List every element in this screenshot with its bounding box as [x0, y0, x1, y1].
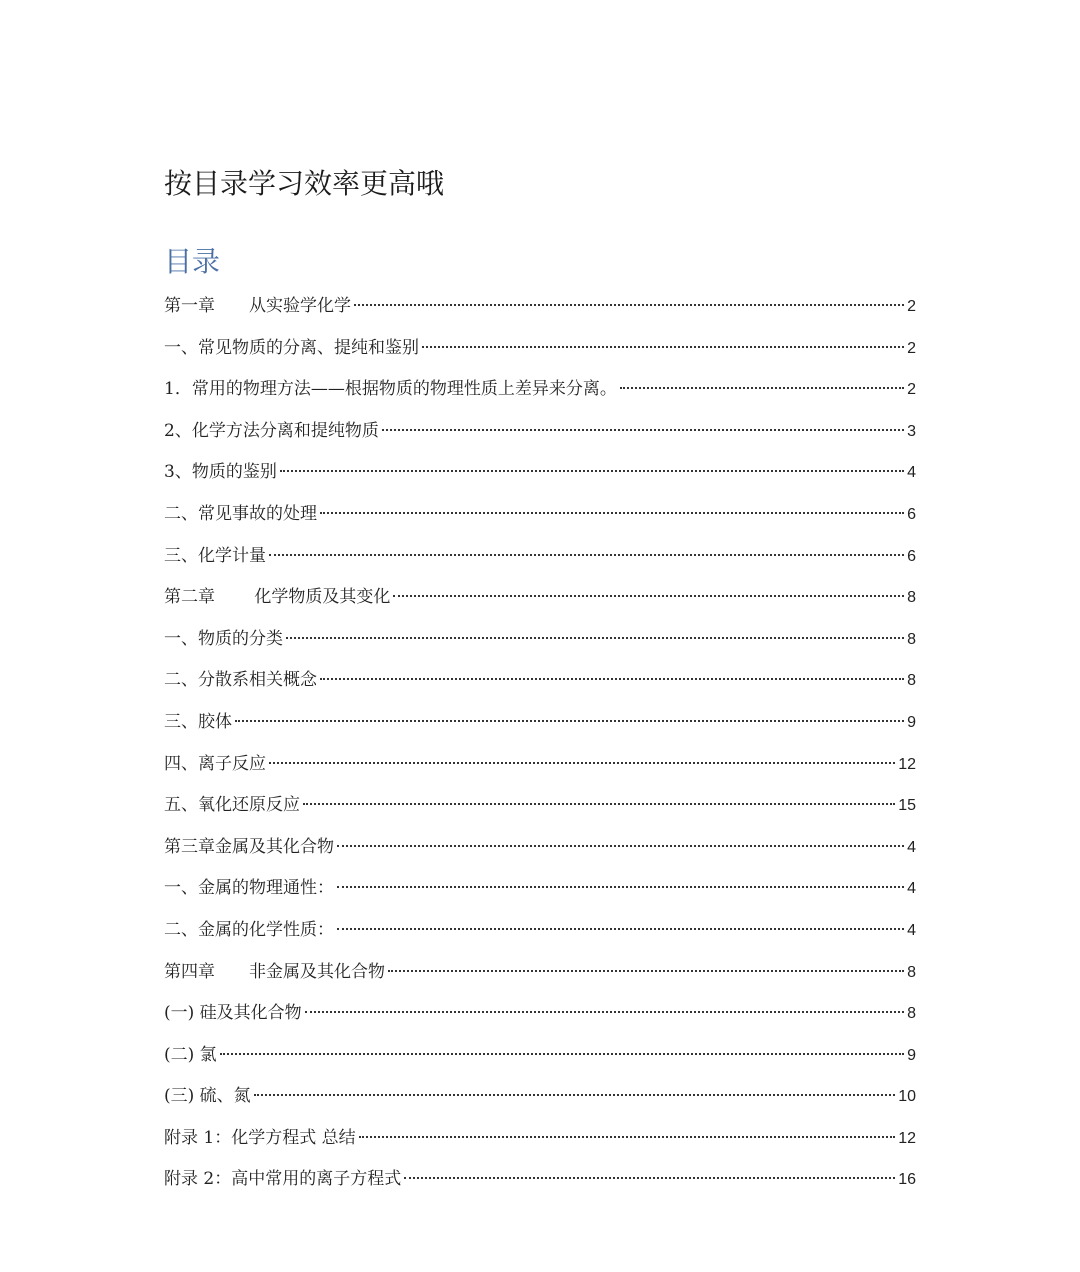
toc-dot-leader — [382, 429, 904, 431]
toc-page-number: 8 — [907, 963, 916, 981]
toc-page-number: 9 — [907, 1046, 916, 1064]
document-page — [164, 0, 916, 1272]
toc-entry-text: 第四章 非金属及其化合物 — [164, 961, 385, 982]
toc-page-number: 9 — [907, 713, 916, 731]
toc-page-number: 2 — [907, 339, 916, 357]
toc-entry-text: (一) 硅及其化合物 — [164, 1003, 302, 1024]
toc-page-number: 8 — [907, 589, 916, 607]
toc-page-number: 6 — [907, 505, 916, 523]
toc-entry[interactable] — [164, 1076, 916, 1118]
toc-dot-leader — [286, 637, 904, 639]
toc-dot-leader — [337, 928, 904, 930]
toc-entry-text: 附录 2：高中常用的离子方程式 — [164, 1169, 402, 1190]
toc-entry[interactable] — [164, 411, 916, 453]
toc-dot-leader — [359, 1136, 896, 1138]
toc-dot-leader — [620, 387, 904, 389]
toc-dot-leader — [269, 554, 904, 556]
toc-entry-text: 三、胶体 — [164, 711, 232, 732]
toc-page-number: 4 — [907, 880, 916, 898]
toc-entry[interactable] — [164, 369, 916, 411]
toc-page-number: 15 — [898, 797, 916, 815]
toc-entry[interactable] — [164, 827, 916, 869]
toc-page-number: 16 — [898, 1171, 916, 1189]
toc-dot-leader — [220, 1053, 904, 1055]
toc-dot-leader — [320, 678, 904, 680]
toc-dot-leader — [320, 512, 904, 514]
toc-entry-text: 2、化学方法分离和提纯物质 — [164, 420, 379, 441]
toc-entry-text: 二、金属的化学性质： — [164, 919, 334, 940]
toc-entry[interactable] — [164, 1118, 916, 1160]
toc-page-number: 6 — [907, 547, 916, 565]
toc-dot-leader — [422, 346, 904, 348]
toc-entry[interactable] — [164, 1035, 916, 1077]
toc-entry-text: 1．常用的物理方法——根据物质的物理性质上差异来分离。 — [164, 379, 617, 400]
toc-entry-text: (二) 氯 — [164, 1044, 217, 1065]
toc-entry-text: 一、金属的物理通性： — [164, 878, 334, 899]
toc-entry[interactable] — [164, 494, 916, 536]
toc-entry[interactable] — [164, 744, 916, 786]
toc-entry-text: (三) 硫、氮 — [164, 1086, 251, 1107]
toc-entry[interactable] — [164, 785, 916, 827]
toc-dot-leader — [393, 595, 904, 597]
document-heading: 按目录学习效率更高哦 — [164, 167, 445, 200]
toc-entry[interactable] — [164, 536, 916, 578]
toc-dot-leader — [280, 470, 904, 472]
toc-entry-text: 二、常见事故的处理 — [164, 503, 317, 524]
toc-page-number: 10 — [898, 1088, 916, 1106]
toc-entry[interactable] — [164, 577, 916, 619]
toc-entry-text: 三、化学计量 — [164, 545, 266, 566]
toc-entry[interactable] — [164, 328, 916, 370]
toc-dot-leader — [337, 886, 904, 888]
toc-entry-text: 附录 1：化学方程式 总结 — [164, 1127, 356, 1148]
toc-dot-leader — [354, 304, 904, 306]
toc-entry[interactable] — [164, 1159, 916, 1201]
toc-page-number: 8 — [907, 630, 916, 648]
toc-entry[interactable] — [164, 702, 916, 744]
toc-page-number: 8 — [907, 1005, 916, 1023]
toc-entry-text: 四、离子反应 — [164, 753, 266, 774]
toc-dot-leader — [337, 845, 904, 847]
toc-page-number: 8 — [907, 672, 916, 690]
toc-entry-text: 第二章 化学物质及其变化 — [164, 587, 391, 608]
toc-dot-leader — [303, 803, 895, 805]
toc-entry-text: 第一章 从实验学化学 — [164, 296, 351, 316]
toc-entry[interactable] — [164, 286, 916, 328]
toc-entry[interactable] — [164, 619, 916, 661]
toc-entry[interactable] — [164, 952, 916, 994]
table-of-contents — [164, 286, 916, 1201]
toc-dot-leader — [235, 720, 904, 722]
toc-page-number: 4 — [907, 464, 916, 482]
toc-entry-text: 第三章金属及其化合物 — [164, 836, 334, 857]
toc-entry-text: 二、分散系相关概念 — [164, 670, 317, 691]
toc-page-number: 2 — [907, 381, 916, 399]
toc-dot-leader — [305, 1011, 904, 1013]
toc-page-number: 12 — [898, 755, 916, 773]
toc-entry-text: 一、物质的分类 — [164, 628, 283, 649]
toc-page-number: 4 — [907, 921, 916, 939]
toc-dot-leader — [388, 970, 904, 972]
toc-entry[interactable] — [164, 868, 916, 910]
toc-entry-text: 五、氧化还原反应 — [164, 795, 300, 816]
toc-entry-text: 3、物质的鉴别 — [164, 462, 277, 483]
toc-page-number: 4 — [907, 838, 916, 856]
toc-dot-leader — [254, 1094, 896, 1096]
toc-page-number: 12 — [898, 1129, 916, 1147]
toc-entry-text: 一、常见物质的分离、提纯和鉴别 — [164, 337, 419, 358]
toc-title: 目录 — [164, 245, 221, 278]
toc-dot-leader — [269, 762, 895, 764]
toc-page-number: 3 — [907, 422, 916, 440]
toc-entry[interactable] — [164, 660, 916, 702]
toc-entry[interactable] — [164, 910, 916, 952]
toc-dot-leader — [404, 1177, 895, 1179]
toc-entry[interactable] — [164, 452, 916, 494]
toc-entry[interactable] — [164, 993, 916, 1035]
toc-page-number: 2 — [907, 298, 916, 315]
